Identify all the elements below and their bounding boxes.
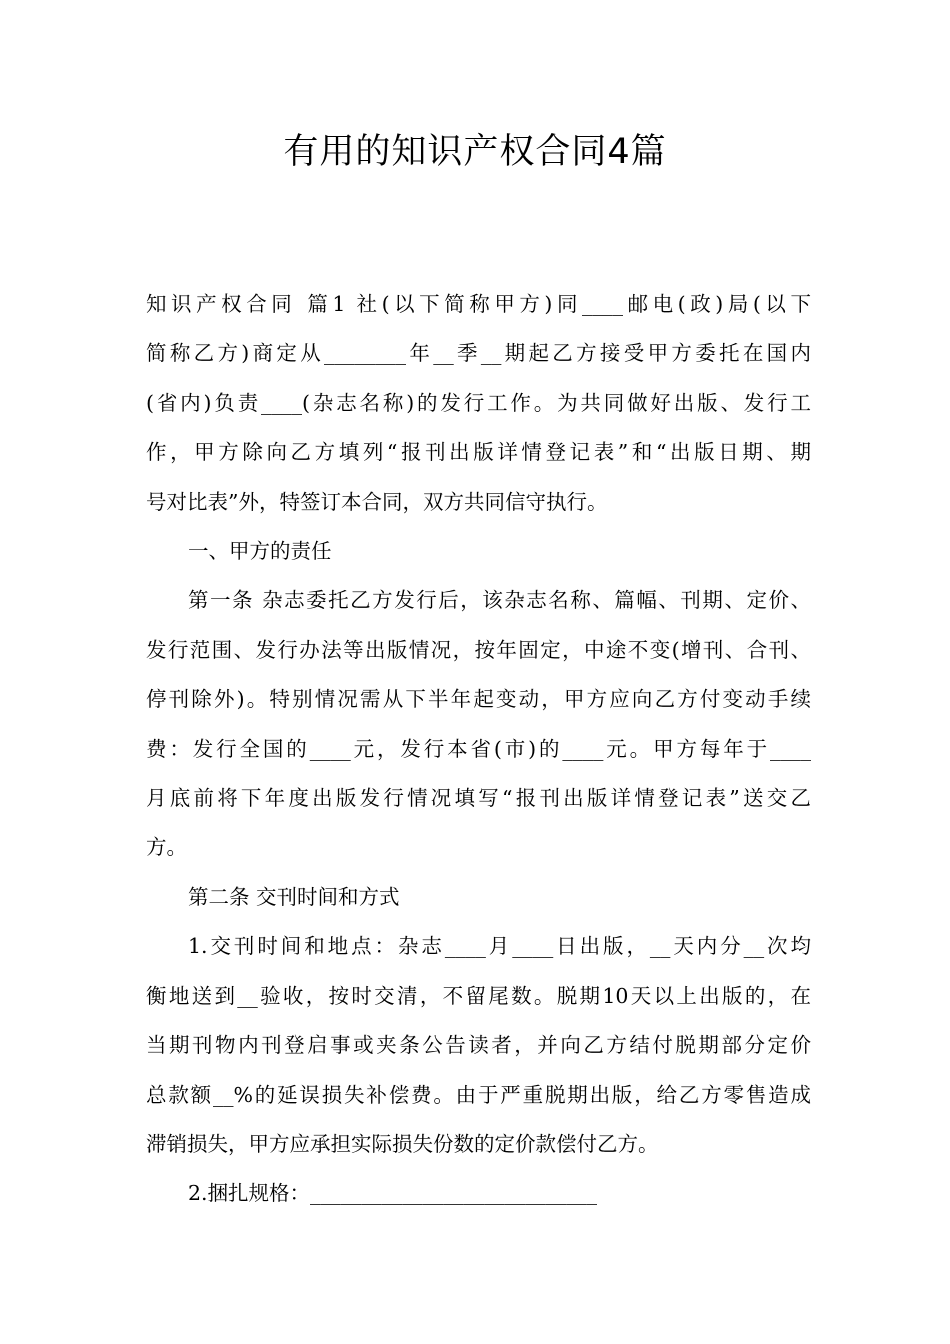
text-line: 衡地送到__验收，按时交清，不留尾数。脱期10天以上出版的，在 xyxy=(146,983,811,1008)
paragraph-article-2 xyxy=(146,873,811,922)
text-line: 作，甲方除向乙方填列“报刊出版详情登记表”和“出版日期、期 xyxy=(146,440,811,465)
text-line: 1.交刊时间和地点：杂志____月____日出版，__天内分__次均 xyxy=(188,934,811,959)
paragraph-article-1 xyxy=(146,576,811,872)
text-line: 第一条 杂志委托乙方发行后，该杂志名称、篇幅、刊期、定价、 xyxy=(188,588,811,613)
text-line: 当期刊物内刊登启事或夹条公告读者，并向乙方结付脱期部分定价 xyxy=(146,1033,811,1058)
text-line: 知识产权合同 篇1 社(以下简称甲方)同____邮电(政)局(以下 xyxy=(146,292,811,316)
text-line: 第二条 交刊时间和方式 xyxy=(188,884,400,909)
text-line: (省内)负责____(杂志名称)的发行工作。为共同做好出版、发行工 xyxy=(146,390,811,415)
paragraph-clause-2-2 xyxy=(146,1169,811,1218)
text-line: 滞销损失，甲方应承担实际损失份数的定价款偿付乙方。 xyxy=(146,1131,659,1156)
document-body xyxy=(146,280,811,1219)
text-line: 停刊除外)。特别情况需从下半年起变动，甲方应向乙方付变动手续 xyxy=(146,687,811,712)
text-line: 简称乙方)商定从________年__季__期起乙方接受甲方委托在国内 xyxy=(146,341,811,366)
text-line: 2.捆扎规格：____________________________ xyxy=(188,1181,598,1206)
text-line: 号对比表”外，特签订本合同，双方共同信守执行。 xyxy=(146,489,608,514)
paragraph-clause-2-1 xyxy=(146,922,811,1169)
text-line: 总款额__%的延误损失补偿费。由于严重脱期出版，给乙方零售造成 xyxy=(146,1082,811,1107)
paragraph-section-1 xyxy=(146,527,811,576)
text-line: 发行范围、发行办法等出版情况，按年固定，中途不变(增刊、合刊、 xyxy=(146,637,811,662)
text-line: 方。 xyxy=(146,835,187,860)
text-line: 月底前将下年度出版发行情况填写“报刊出版详情登记表”送交乙 xyxy=(146,786,811,811)
text-line: 一、甲方的责任 xyxy=(188,539,332,564)
document-title: 有用的知识产权合同4篇 xyxy=(283,132,667,172)
text-line: 费：发行全国的____元，发行本省(市)的____元。甲方每年于____ xyxy=(146,736,811,761)
paragraph-intro xyxy=(146,280,811,527)
